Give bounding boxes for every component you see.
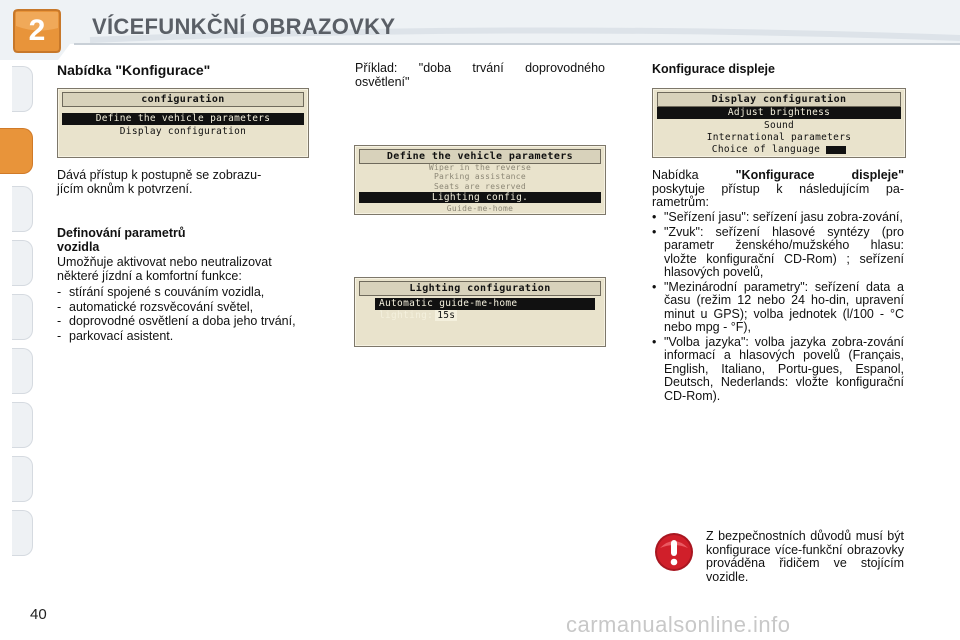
list-item: - doprovodné osvětlení a doba jeho trvání, [57,314,296,328]
screen-item[interactable]: Parking assistance [433,172,527,181]
list-item: • "Seřízení jasu": seřízení jasu zobra-zování, [652,210,903,224]
heading-line: Definování parametrů [57,226,186,240]
side-tab[interactable] [12,456,33,502]
chapter-number: 2 [28,14,46,47]
display-config-heading: Konfigurace displeje [652,62,775,76]
lighting-config-screen [354,277,606,347]
page-title: VÍCEFUNKČNÍ OBRAZOVKY [92,14,396,39]
screen-item-selected[interactable]: Lighting config. [359,192,601,203]
intro-line: Dává přístup k postupně se zobrazu- [57,168,262,182]
intro-line: jícím oknům k potvrzení. [57,181,193,196]
list-item: - parkovací asistent. [57,328,174,343]
intro-line: poskytuje přístup k následujícím pa- [652,181,904,196]
list-item: • "Mezinárodní parametry": seřízení data a času (režim 12 nebo 24 ho-din, upravení minut u GPS); volba jednotek (l/100 - °C nebo mpg - °F), [652,279,904,334]
safety-warning-text: Z bezpečnostních důvodů musí být konfigurace více-funkční obrazovky prováděna řidičem ve stojícím vozidle. [706,529,904,584]
screen-item-selected[interactable]: Adjust brightness [657,107,901,119]
vehicle-params-screen [354,145,606,215]
setting-value[interactable]: 15s [437,310,456,321]
caption-line: osvětlení" [355,74,410,89]
screen-title: Lighting configuration [359,281,601,296]
side-tab[interactable] [12,66,33,112]
screen-item-selected[interactable] [375,298,595,321]
watermark: carmanualsonline.info [566,612,791,637]
intro-bold: "Konfigurace displeje" [735,168,905,182]
screen-item[interactable]: Display configuration [119,126,247,137]
config-menu-heading: Nabídka "Konfigurace" [57,62,211,78]
vehicle-params-desc [57,256,309,283]
display-config-screen [652,88,906,158]
intro-line: rametrům: [652,195,709,209]
screen-item-label: Choice of language [711,144,821,155]
desc-line: Umožňuje aktivovat nebo neutralizovat [57,255,272,269]
vehicle-params-list [57,286,309,344]
intro-line [652,169,904,183]
list-item: • "Zvuk": seřízení hlasové syntézy (pro parametr ženského/mužského hlasu: vložte konfigurační CD-Rom) ; seřízení hlasových povelů, [652,224,904,279]
example-caption [355,62,605,89]
caption-line: Příklad: "doba trvání doprovodného [355,61,605,75]
screen-item[interactable]: Sound [763,120,795,131]
setting-label: Automatic guide-me-home lighting [379,298,518,321]
list-item: - stírání spojené s couváním vozidla, [57,285,265,299]
heading-line: vozidla [57,239,100,254]
side-tab[interactable] [12,186,33,232]
screen-item[interactable] [657,144,901,156]
screen-item-selected[interactable]: Define the vehicle parameters [62,113,304,125]
side-tab[interactable] [12,510,33,556]
side-tab[interactable] [12,402,33,448]
vehicle-params-heading [57,227,186,254]
screen-title: Define the vehicle parameters [359,149,601,164]
screen-title: configuration [62,92,304,107]
screen-item[interactable]: Seats are reserved [433,182,527,191]
warning-icon [654,532,694,572]
config-menu-intro [57,169,309,196]
cd-icon [826,146,846,154]
intro-text: Nabídka [652,168,736,182]
desc-line: některé jízdní a komfortní funkce: [57,268,242,283]
list-item: • "Volba jazyka": volba jazyka zobra-zování informací a hlasových povelů (Français, English, Italiano, Portu-gues, Espanol, Deutsch, Nederlands: vložte konfigurační CD-Rom). [652,334,904,403]
page-number: 40 [30,606,47,623]
side-tab[interactable] [12,348,33,394]
list-item: - automatické rozsvěcování světel, [57,299,254,314]
screen-item[interactable]: International parameters [706,132,852,143]
side-tab[interactable] [12,294,33,340]
screen-item[interactable]: Guide-me-home [446,204,514,213]
display-config-intro [652,169,904,210]
side-tab[interactable] [12,240,33,286]
screen-item[interactable]: Wiper in the reverse [428,163,532,172]
side-tab-active[interactable] [0,128,33,174]
side-tabs [0,62,36,582]
config-menu-screen [57,88,309,158]
setting-separator: : [427,310,434,321]
screen-title: Display configuration [657,92,901,107]
display-config-list [652,211,904,404]
